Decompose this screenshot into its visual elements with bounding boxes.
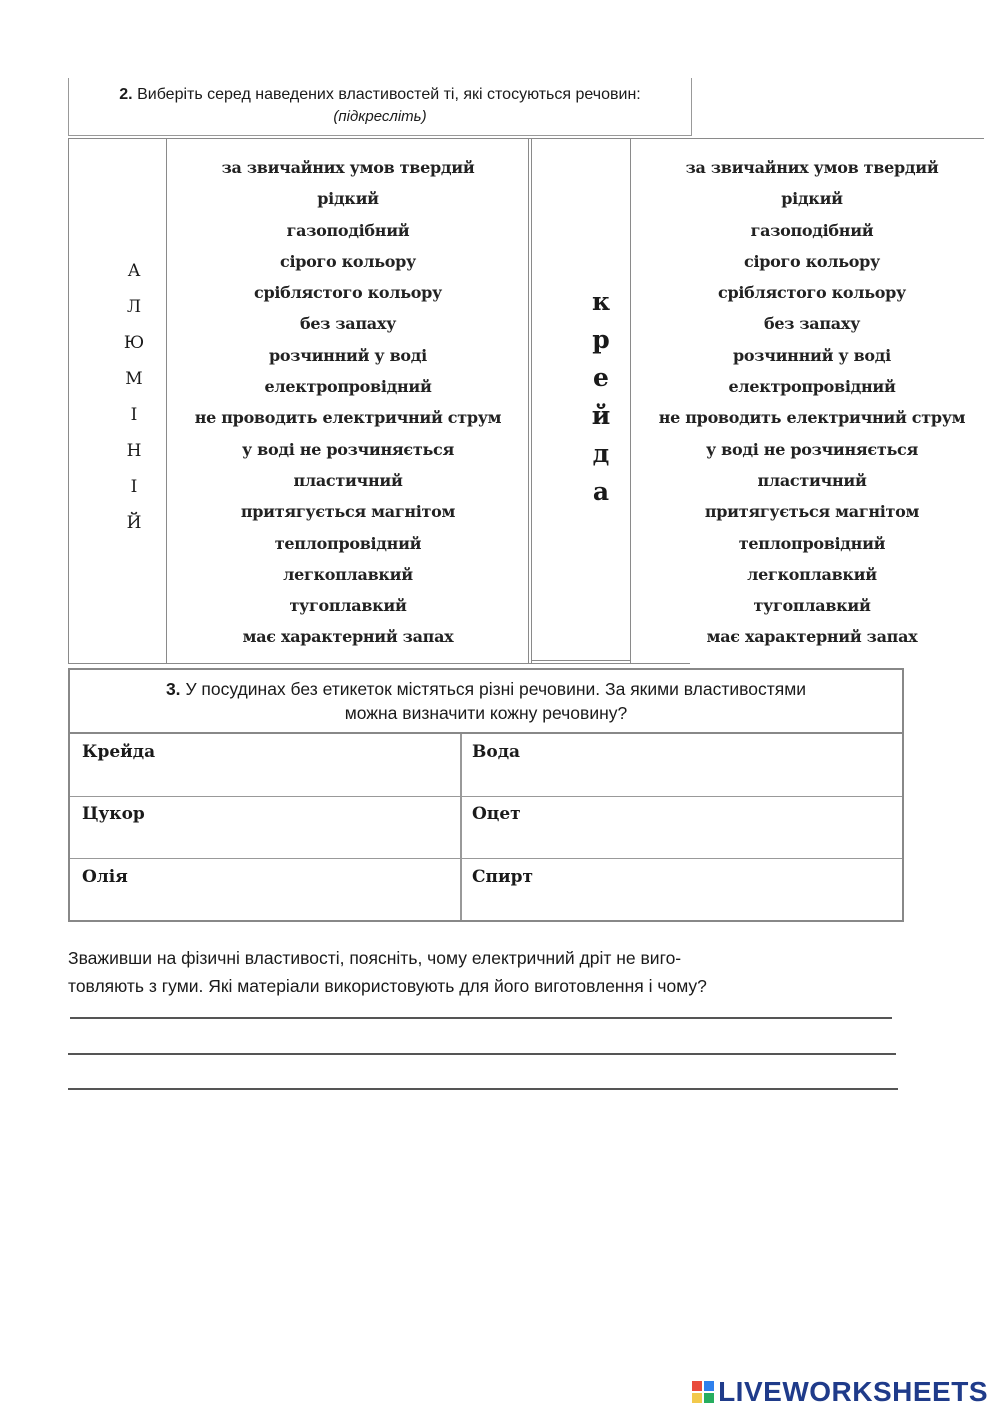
- property-option[interactable]: за звичайних умов твердий: [221, 158, 475, 177]
- property-option[interactable]: теплопровідний: [274, 533, 422, 553]
- substance-aluminium-label: А Л Ю М І Н І Й: [123, 261, 145, 533]
- property-option[interactable]: має характерний запах: [706, 627, 918, 647]
- property-option[interactable]: розчинний у воді: [269, 345, 427, 365]
- task2-header: [68, 78, 692, 136]
- property-option[interactable]: електропровідний: [728, 377, 896, 397]
- answer-line[interactable]: [68, 1088, 898, 1090]
- property-option[interactable]: легкоплавкий: [747, 564, 877, 584]
- property-option[interactable]: без запаху: [763, 314, 861, 334]
- properties-list-chalk: [632, 152, 992, 653]
- property-option[interactable]: легкоплавкий: [283, 564, 413, 584]
- table-divider: [531, 138, 532, 664]
- property-option[interactable]: має характерний запах: [242, 627, 454, 647]
- property-option[interactable]: тугоплавкий: [289, 596, 407, 616]
- liveworksheets-logo-icon: [692, 1381, 714, 1403]
- answer-cell-alcohol[interactable]: Спирт: [472, 867, 534, 887]
- property-option[interactable]: притягується магнітом: [240, 502, 456, 522]
- task4-question: Зваживши на фізичні властивості, поясніть, чому електричний дріт не виго- товляють з гуми. Які матеріали використовують для його виготовлення і чому?: [68, 948, 707, 996]
- property-option[interactable]: електропровідний: [264, 377, 432, 397]
- task3-table: [68, 668, 904, 922]
- task3-question: 3. У посудинах без етикеток містяться різні речовини. За якими властивостями можна визначити кожну речовину?: [70, 670, 902, 734]
- logo-text: LIVEWORKSHEETS: [718, 1376, 988, 1407]
- property-option[interactable]: у воді не розчиняється: [241, 439, 455, 459]
- table-divider: [460, 734, 462, 920]
- property-option[interactable]: теплопровідний: [738, 533, 886, 553]
- task2-instruction: Виберіть серед наведених властивостей ті, які стосуються речовин:: [137, 86, 641, 103]
- answer-line[interactable]: [70, 1017, 892, 1019]
- answer-cell-vinegar[interactable]: Оцет: [472, 804, 521, 824]
- task2-number: 2.: [119, 86, 133, 103]
- table-divider: [70, 858, 902, 859]
- property-option[interactable]: сірого кольору: [280, 251, 416, 271]
- property-option[interactable]: сріблястого кольору: [718, 283, 906, 303]
- answer-cell-chalk[interactable]: Крейда: [82, 742, 156, 762]
- property-option[interactable]: у воді не розчиняється: [705, 439, 919, 459]
- property-option[interactable]: газоподібний: [286, 220, 410, 240]
- property-option[interactable]: сріблястого кольору: [254, 283, 442, 303]
- property-option[interactable]: пластичний: [293, 470, 403, 490]
- task3-number: 3.: [165, 679, 181, 699]
- table-divider: [531, 660, 631, 661]
- property-option[interactable]: газоподібний: [750, 220, 874, 240]
- liveworksheets-logo: [692, 1376, 988, 1408]
- table-divider: [166, 138, 167, 664]
- property-option[interactable]: пластичний: [757, 470, 867, 490]
- property-option[interactable]: притягується магнітом: [704, 502, 920, 522]
- task2-note: (підкресліть): [333, 108, 427, 125]
- property-option[interactable]: тугоплавкий: [753, 596, 871, 616]
- property-option[interactable]: розчинний у воді: [733, 345, 891, 365]
- property-option[interactable]: рідкий: [781, 189, 843, 209]
- property-option[interactable]: не проводить електричний струм: [658, 408, 966, 428]
- table-top-border: [68, 138, 984, 139]
- table-bottom-border: [68, 663, 690, 664]
- table-left-border: [68, 138, 69, 664]
- properties-list-aluminium: [168, 152, 528, 653]
- table-divider: [630, 138, 631, 664]
- property-option[interactable]: рідкий: [317, 189, 379, 209]
- answer-line[interactable]: [68, 1053, 896, 1055]
- substance-chalk-label: к р е й д а: [591, 287, 611, 506]
- table-divider: [528, 138, 529, 664]
- table-divider: [70, 796, 902, 797]
- property-option[interactable]: сірого кольору: [744, 251, 880, 271]
- answer-cell-sugar[interactable]: Цукор: [82, 804, 145, 824]
- property-option[interactable]: за звичайних умов твердий: [685, 158, 939, 177]
- answer-cell-water[interactable]: Вода: [472, 742, 521, 762]
- property-option[interactable]: не проводить електричний струм: [194, 408, 502, 428]
- property-option[interactable]: без запаху: [299, 314, 397, 334]
- answer-cell-oil[interactable]: Олія: [82, 867, 128, 887]
